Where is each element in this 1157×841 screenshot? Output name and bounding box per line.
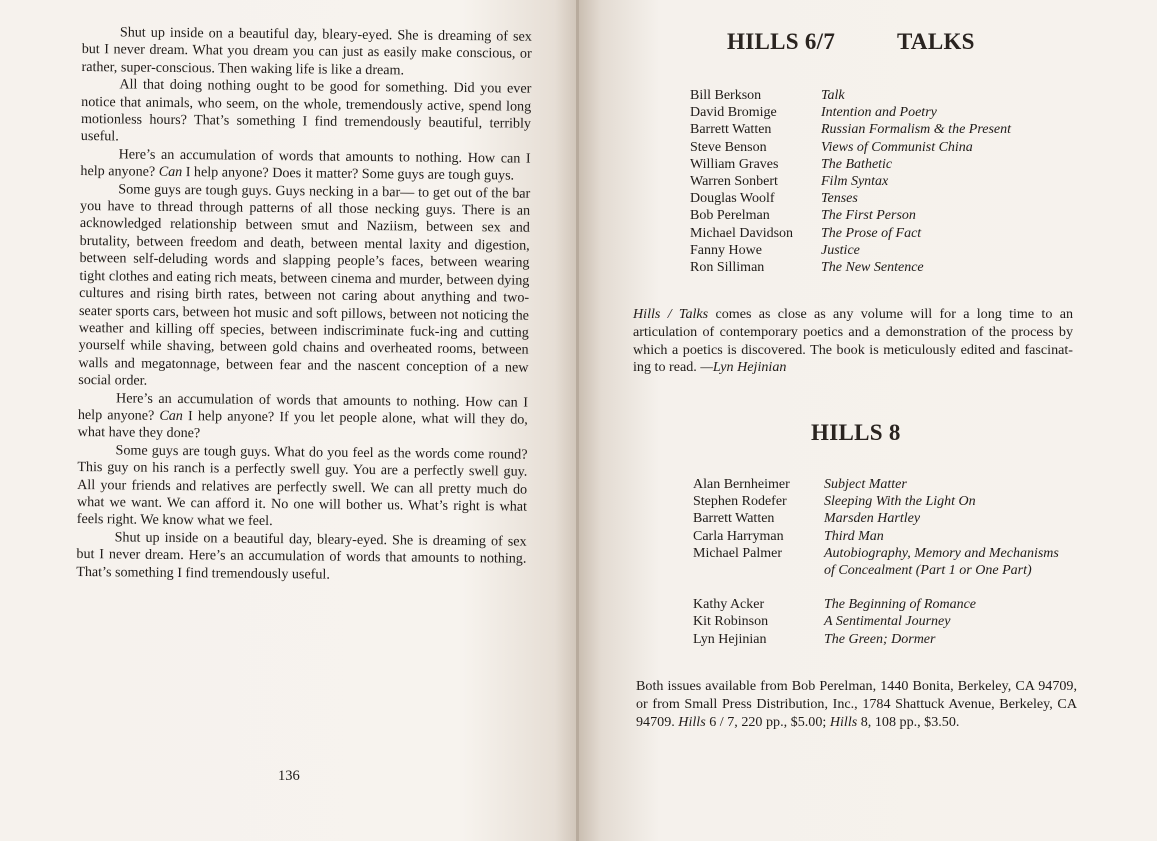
availability-note: Both issues available from Bob Perelman, 1440 Bonita, Berkeley, CA 94709, or from Small Press Distribution, Inc., 1784 Shattuck Avenue, Berkeley, CA 94709. Hills 6 / 7, 220 pp., $5.00; Hills 8, 108 pp., $3.50.: [636, 678, 1077, 730]
work-title: The Prose of Fact: [821, 225, 922, 241]
work-title: Subject Matter: [824, 477, 907, 492]
hills8-row: [693, 545, 1059, 562]
hills8-row: [693, 613, 1059, 630]
author-name: Bob Perelman: [690, 208, 770, 224]
author-name: Lyn Hejinian: [693, 631, 767, 647]
author-name: Ron Silliman: [690, 260, 765, 276]
work-title: The Beginning of Romance: [824, 597, 977, 613]
talks-row: [690, 242, 1011, 259]
page-number: 136: [278, 768, 300, 784]
work-title: Autobiography, Memory and Mechanisms: [824, 545, 1059, 561]
work-title: A Sentimental Journey: [824, 614, 951, 630]
work-title: Film Syntax: [821, 174, 889, 190]
author-name: Michael Palmer: [693, 545, 783, 561]
author-name: Kit Robinson: [693, 614, 769, 630]
author-name: Barrett Watten: [690, 122, 772, 138]
paragraph-4: Some guys are tough guys. Guys necking in a bar— to get out of the bar you have to thread through patterns of all those necking guys. There is an acknowledged relationship between smut and Naziism, between sex and brutality, between freedom and death, between mental laxity and digestion, between self-deluding words and slapping people’s faces, between wearing tight clothes and eating rich meats, between cinema and murder, between dying cultures and rising birth rates, between not caring about anything and two-seater sports cars, between hot music and soft pillows, between not noticing the weather and killing off species, between indiscriminate fuck-ing and cutting yourself while shaving, between gold chains and overheated rooms, between walls and megatonnage, between fear and the nascent conception of a new social order.: [78, 181, 531, 389]
talks-row: [690, 173, 1011, 190]
work-title: Third Man: [824, 528, 884, 544]
paragraph-3: Here’s an accumulation of words that amounts to nothing. How can I help anyone? Can I help anyone? Does it matter? Some guys are tough guys.: [80, 146, 531, 184]
work-title: The First Person: [821, 208, 916, 224]
row-gap: [693, 579, 1059, 596]
paragraph-7: Shut up inside on a beautiful day, bleary-eyed. She is dreaming of sex but I never dream. Here’s an accumulation of words that amounts to nothing. That’s something I find tremendously useful.: [76, 529, 527, 583]
paragraph-6: Some guys are tough guys. What do you feel as the words come round? This guy on his ranch is a perfectly swell guy. You are a perfectly swell guy. All your friends and relatives are perfectly swell. We can all pretty much do what we want. We can afford it. No one will bother us. What’s right is what feels right. We know what we feel.: [76, 442, 528, 530]
work-title: Talk: [821, 88, 845, 103]
author-name: Warren Sonbert: [690, 174, 778, 190]
left-page: [0, 0, 578, 841]
work-title: Russian Formalism & the Present: [821, 122, 1012, 138]
heading-hills-6-7: HILLS 6/7: [727, 29, 836, 54]
hills8-row: [693, 596, 1059, 613]
talks-row: [690, 207, 1011, 224]
author-name: Barrett Watten: [693, 511, 775, 527]
heading-hills-8: HILLS 8: [811, 420, 901, 445]
hills8-row: [693, 528, 1059, 545]
talks-row: [690, 139, 1011, 156]
review-blurb: [633, 306, 1073, 377]
author-name: Steve Benson: [690, 139, 767, 155]
work-title: Marsden Hartley: [824, 511, 921, 527]
author-name: David Bromige: [690, 105, 777, 121]
author-name: Michael Davidson: [690, 225, 794, 241]
paragraph-2: All that doing nothing ought to be good for something. Did you ever notice that animals, who seem, on the whole, tremendously active, spend long motionless hours? That’s something I find tremendously beautiful, terribly useful.: [80, 76, 532, 145]
heading-talks: TALKS: [897, 29, 975, 54]
author-name: Douglas Woolf: [690, 191, 775, 207]
author-name: Carla Harryman: [693, 528, 784, 544]
blurb-text: comes as close as any volume will for a long time to an articulation of contemporary poetics and a demonstration of the process by which a poetics is discovered. The book is meticulously edited and fascinat-ing to read.: [633, 306, 1073, 376]
paragraph-1: Shut up inside on a beautiful day, bleary-eyed. She is dreaming of sex but I never dream. What you dream you can just as easily make conscious, or rather, super-conscious. Then waking life is like a dream.: [81, 24, 532, 79]
talks-contents-list: [690, 87, 1011, 276]
author-name: Fanny Howe: [690, 242, 762, 258]
work-title: The Green; Dormer: [824, 631, 936, 647]
hills8-row: [693, 493, 1059, 510]
talks-row: [690, 156, 1011, 173]
hills8-row: [693, 562, 1059, 579]
hills8-contents-list: [693, 476, 1059, 648]
talks-row: [690, 87, 1011, 104]
author-name: William Graves: [690, 156, 779, 172]
hills8-row: [693, 510, 1059, 527]
book-gutter: [576, 0, 579, 841]
hills8-row: [693, 476, 1059, 493]
talks-row: [690, 190, 1011, 207]
author-name: Kathy Acker: [693, 597, 765, 613]
work-title: Tenses: [821, 191, 858, 207]
talks-row: [690, 225, 1011, 242]
work-title: Justice: [821, 242, 860, 258]
work-title: Sleeping With the Light On: [824, 494, 976, 510]
paragraph-5: Here’s an accumulation of words that amounts to nothing. How can I help anyone? Can I help anyone? If you let people alone, what will they do, what have they done?: [77, 389, 529, 442]
work-title: of Concealment (Part 1 or One Part): [824, 563, 1032, 579]
work-title: Views of Communist China: [821, 139, 973, 155]
talks-row: [690, 121, 1011, 138]
blurb-book-title: Hills / Talks: [633, 306, 709, 322]
blurb-attribution: —Lyn Hejinian: [700, 359, 787, 376]
left-text-column: [76, 24, 532, 586]
talks-row: [690, 259, 1011, 276]
work-title: Intention and Poetry: [821, 105, 937, 121]
hills8-row: [693, 631, 1059, 648]
work-title: The New Sentence: [821, 260, 924, 276]
author-name: Alan Bernheimer: [693, 477, 790, 492]
author-name: Bill Berkson: [690, 88, 762, 103]
work-title: The Bathetic: [821, 156, 893, 172]
author-name: Stephen Rodefer: [693, 494, 787, 510]
author-name: [693, 562, 824, 579]
talks-row: [690, 104, 1011, 121]
